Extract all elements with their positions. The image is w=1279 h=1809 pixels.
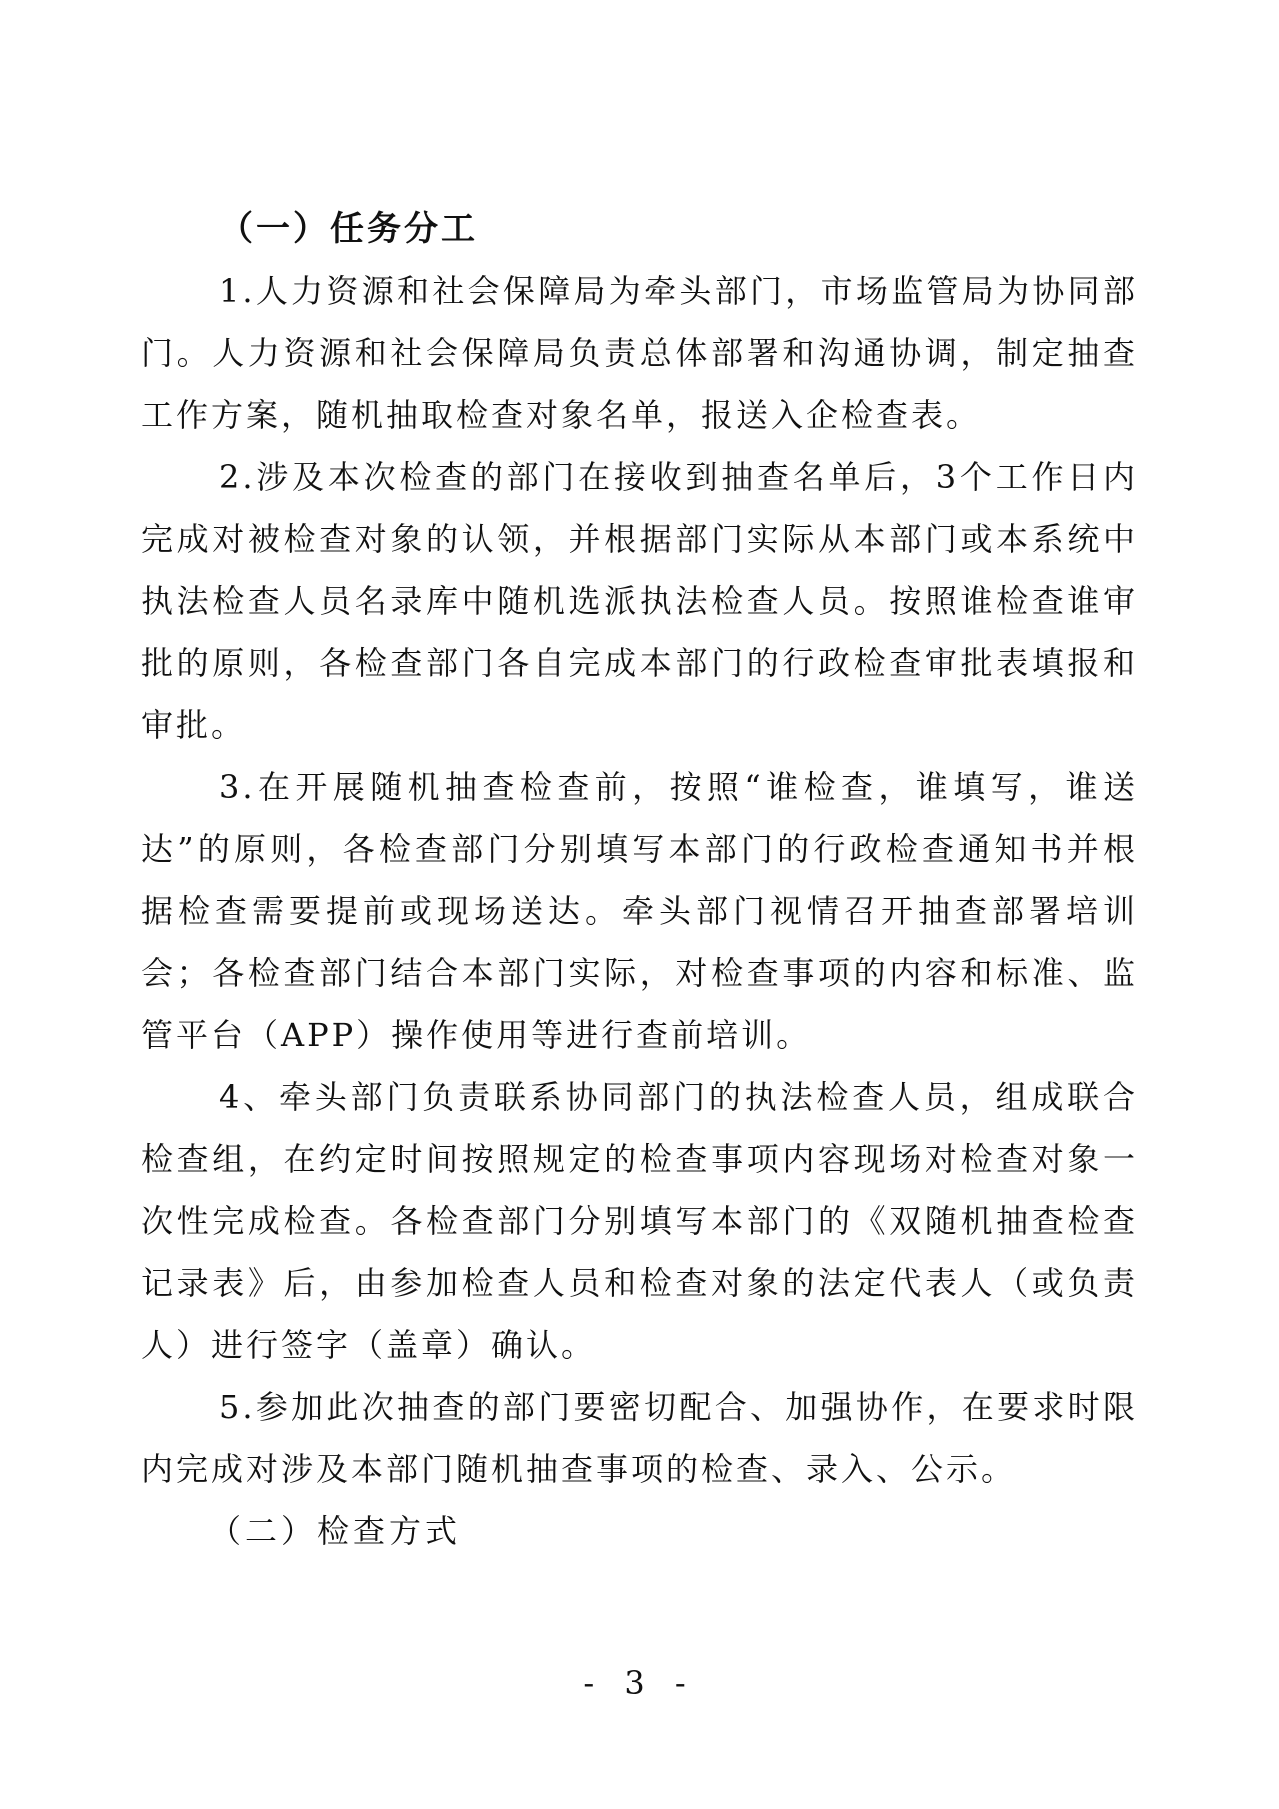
page-number: - 3 - bbox=[583, 1664, 696, 1702]
paragraph-3: 3.在开展随机抽查检查前，按照“谁检查，谁填写，谁送达”的原则，各检查部门分别填写本部门的行政检查通知书并根据检查需要提前或现场送达。牵头部门视情召开抽查部署培训会；各检查部门结合本部门实际，对检查事项的内容和标准、监管平台（APP）操作使用等进行查前培训。 bbox=[141, 768, 1138, 1054]
paragraph-2: 2.涉及本次检查的部门在接收到抽查名单后，3个工作日内完成对被检查对象的认领，并根据部门实际从本部门或本系统中执法检查人员名录库中随机选派执法检查人员。按照谁检查谁审批的原则，各检查部门各自完成本部门的行政检查审批表填报和审批。 bbox=[141, 458, 1138, 744]
section-heading-task-division: （一）任务分工 bbox=[219, 209, 478, 249]
paragraph-4: 4、牵头部门负责联系协同部门的执法检查人员，组成联合检查组，在约定时间按照规定的检查事项内容现场对检查对象一次性完成检查。各检查部门分别填写本部门的《双随机抽查检查记录表》后，由参加检查人员和检查对象的法定代表人（或负责人）进行签字（盖章）确认。 bbox=[141, 1078, 1138, 1364]
paragraph-5: 5.参加此次抽查的部门要密切配合、加强协作，在要求时限内完成对涉及本部门随机抽查事项的检查、录入、公示。 bbox=[141, 1388, 1138, 1488]
section-heading-inspection-method: （二）检查方式 bbox=[209, 1512, 462, 1550]
document-body bbox=[141, 198, 1138, 1562]
paragraph-1: 1.人力资源和社会保障局为牵头部门，市场监管局为协同部门。人力资源和社会保障局负责总体部署和沟通协调，制定抽查工作方案，随机抽取检查对象名单，报送入企检查表。 bbox=[141, 272, 1138, 434]
